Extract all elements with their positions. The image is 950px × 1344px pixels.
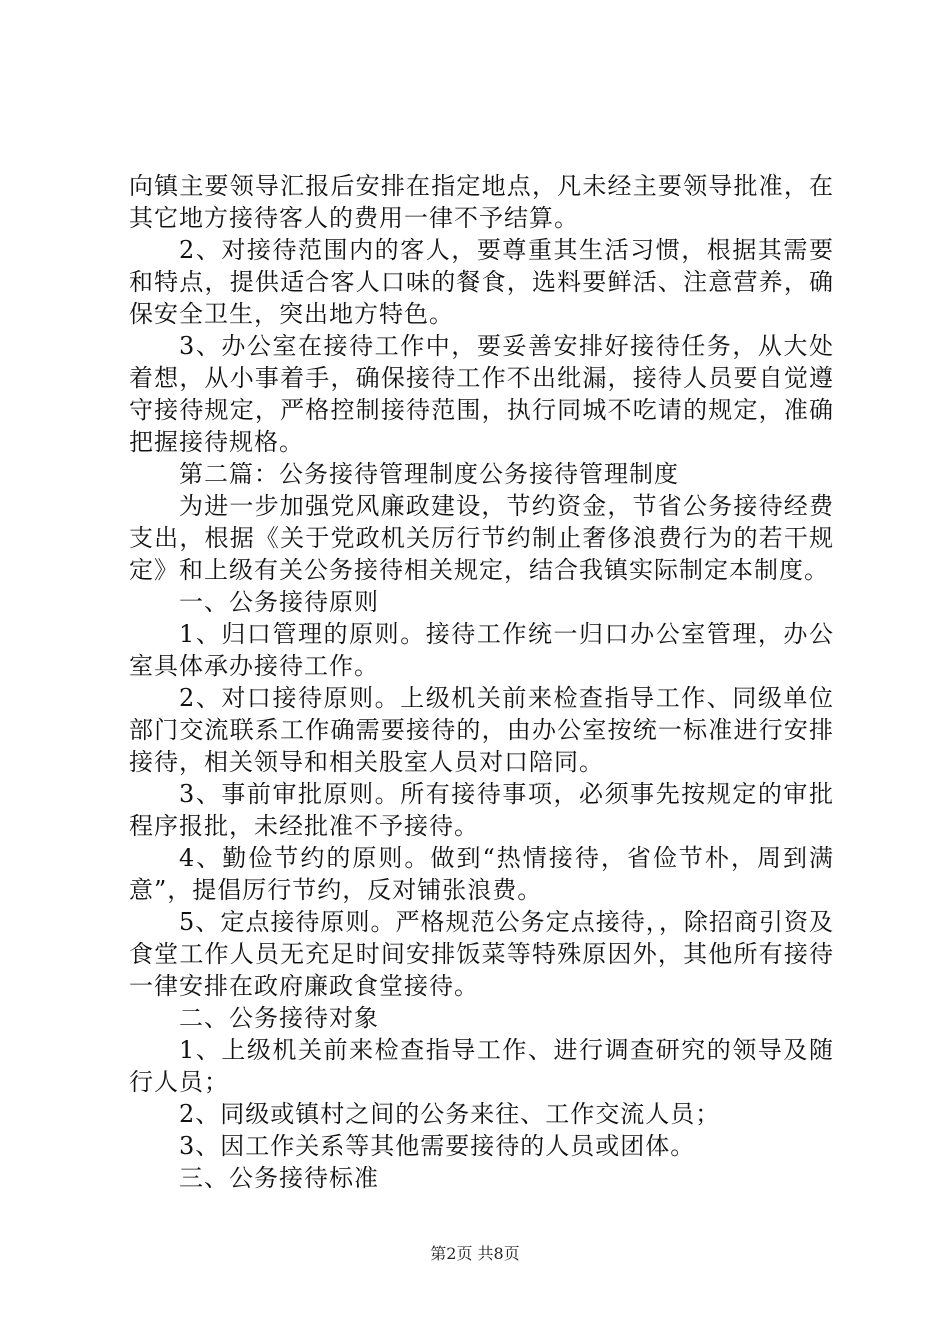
- page-number-footer: 第2页 共8页: [430, 1244, 520, 1263]
- paragraph-3: 3、办公室在接待工作中，要妥善安排好接待任务，从大处着想，从小事着手，确保接待工作不出纰漏，接待人员要自觉遵守接待规定，严格控制接待范围，执行同城不吃请的规定，准确把握接待规格。: [129, 332, 834, 456]
- target-3: 3、因工作关系等其他需要接待的人员或团体。: [179, 1132, 696, 1160]
- heading-principles: 一、公务接待原则: [179, 588, 379, 616]
- paragraph-1: 向镇主要领导汇报后安排在指定地点，凡未经主要领导批准，在其它地方接待客人的费用一律不予结算。: [129, 172, 834, 232]
- paragraph-intro: 为进一步加强党风廉政建设，节约资金，节省公务接待经费支出，根据《关于党政机关厉行节约制止奢侈浪费行为的若干规定》和上级有关公务接待相关规定，结合我镇实际制定本制度。: [129, 492, 834, 584]
- principle-4: 4、勤俭节约的原则。做到“热情接待，省俭节朴，周到满意”，提倡厉行节约，反对铺张浪费。: [129, 844, 834, 904]
- principle-5: 5、定点接待原则。严格规范公务定点接待，，除招商引资及食堂工作人员无充足时间安排饭菜等特殊原因外，其他所有接待一律安排在政府廉政食堂接待。: [129, 908, 834, 1000]
- heading-targets: 二、公务接待对象: [179, 1004, 379, 1032]
- principle-3: 3、事前审批原则。所有接待事项，必须事先按规定的审批程序报批，未经批准不予接待。: [129, 780, 834, 840]
- target-1: 1、上级机关前来检查指导工作、进行调查研究的领导及随行人员；: [129, 1036, 834, 1096]
- heading-standards: 三、公务接待标准: [179, 1164, 379, 1192]
- target-2: 2、同级或镇村之间的公务来往、工作交流人员；: [179, 1100, 721, 1128]
- paragraph-2: 2、对接待范围内的客人，要尊重其生活习惯，根据其需要和特点，提供适合客人口味的餐食，选料要鲜活、注意营养，确保安全卫生，突出地方特色。: [129, 236, 834, 328]
- section-heading-part-two: 第二篇：公务接待管理制度公务接待管理制度: [179, 460, 679, 488]
- document-body: [129, 170, 834, 1194]
- principle-1: 1、归口管理的原则。接待工作统一归口办公室管理，办公室具体承办接待工作。: [129, 620, 834, 680]
- principle-2: 2、对口接待原则。上级机关前来检查指导工作、同级单位部门交流联系工作确需要接待的，由办公室按统一标准进行安排接待，相关领导和相关股室人员对口陪同。: [129, 684, 834, 776]
